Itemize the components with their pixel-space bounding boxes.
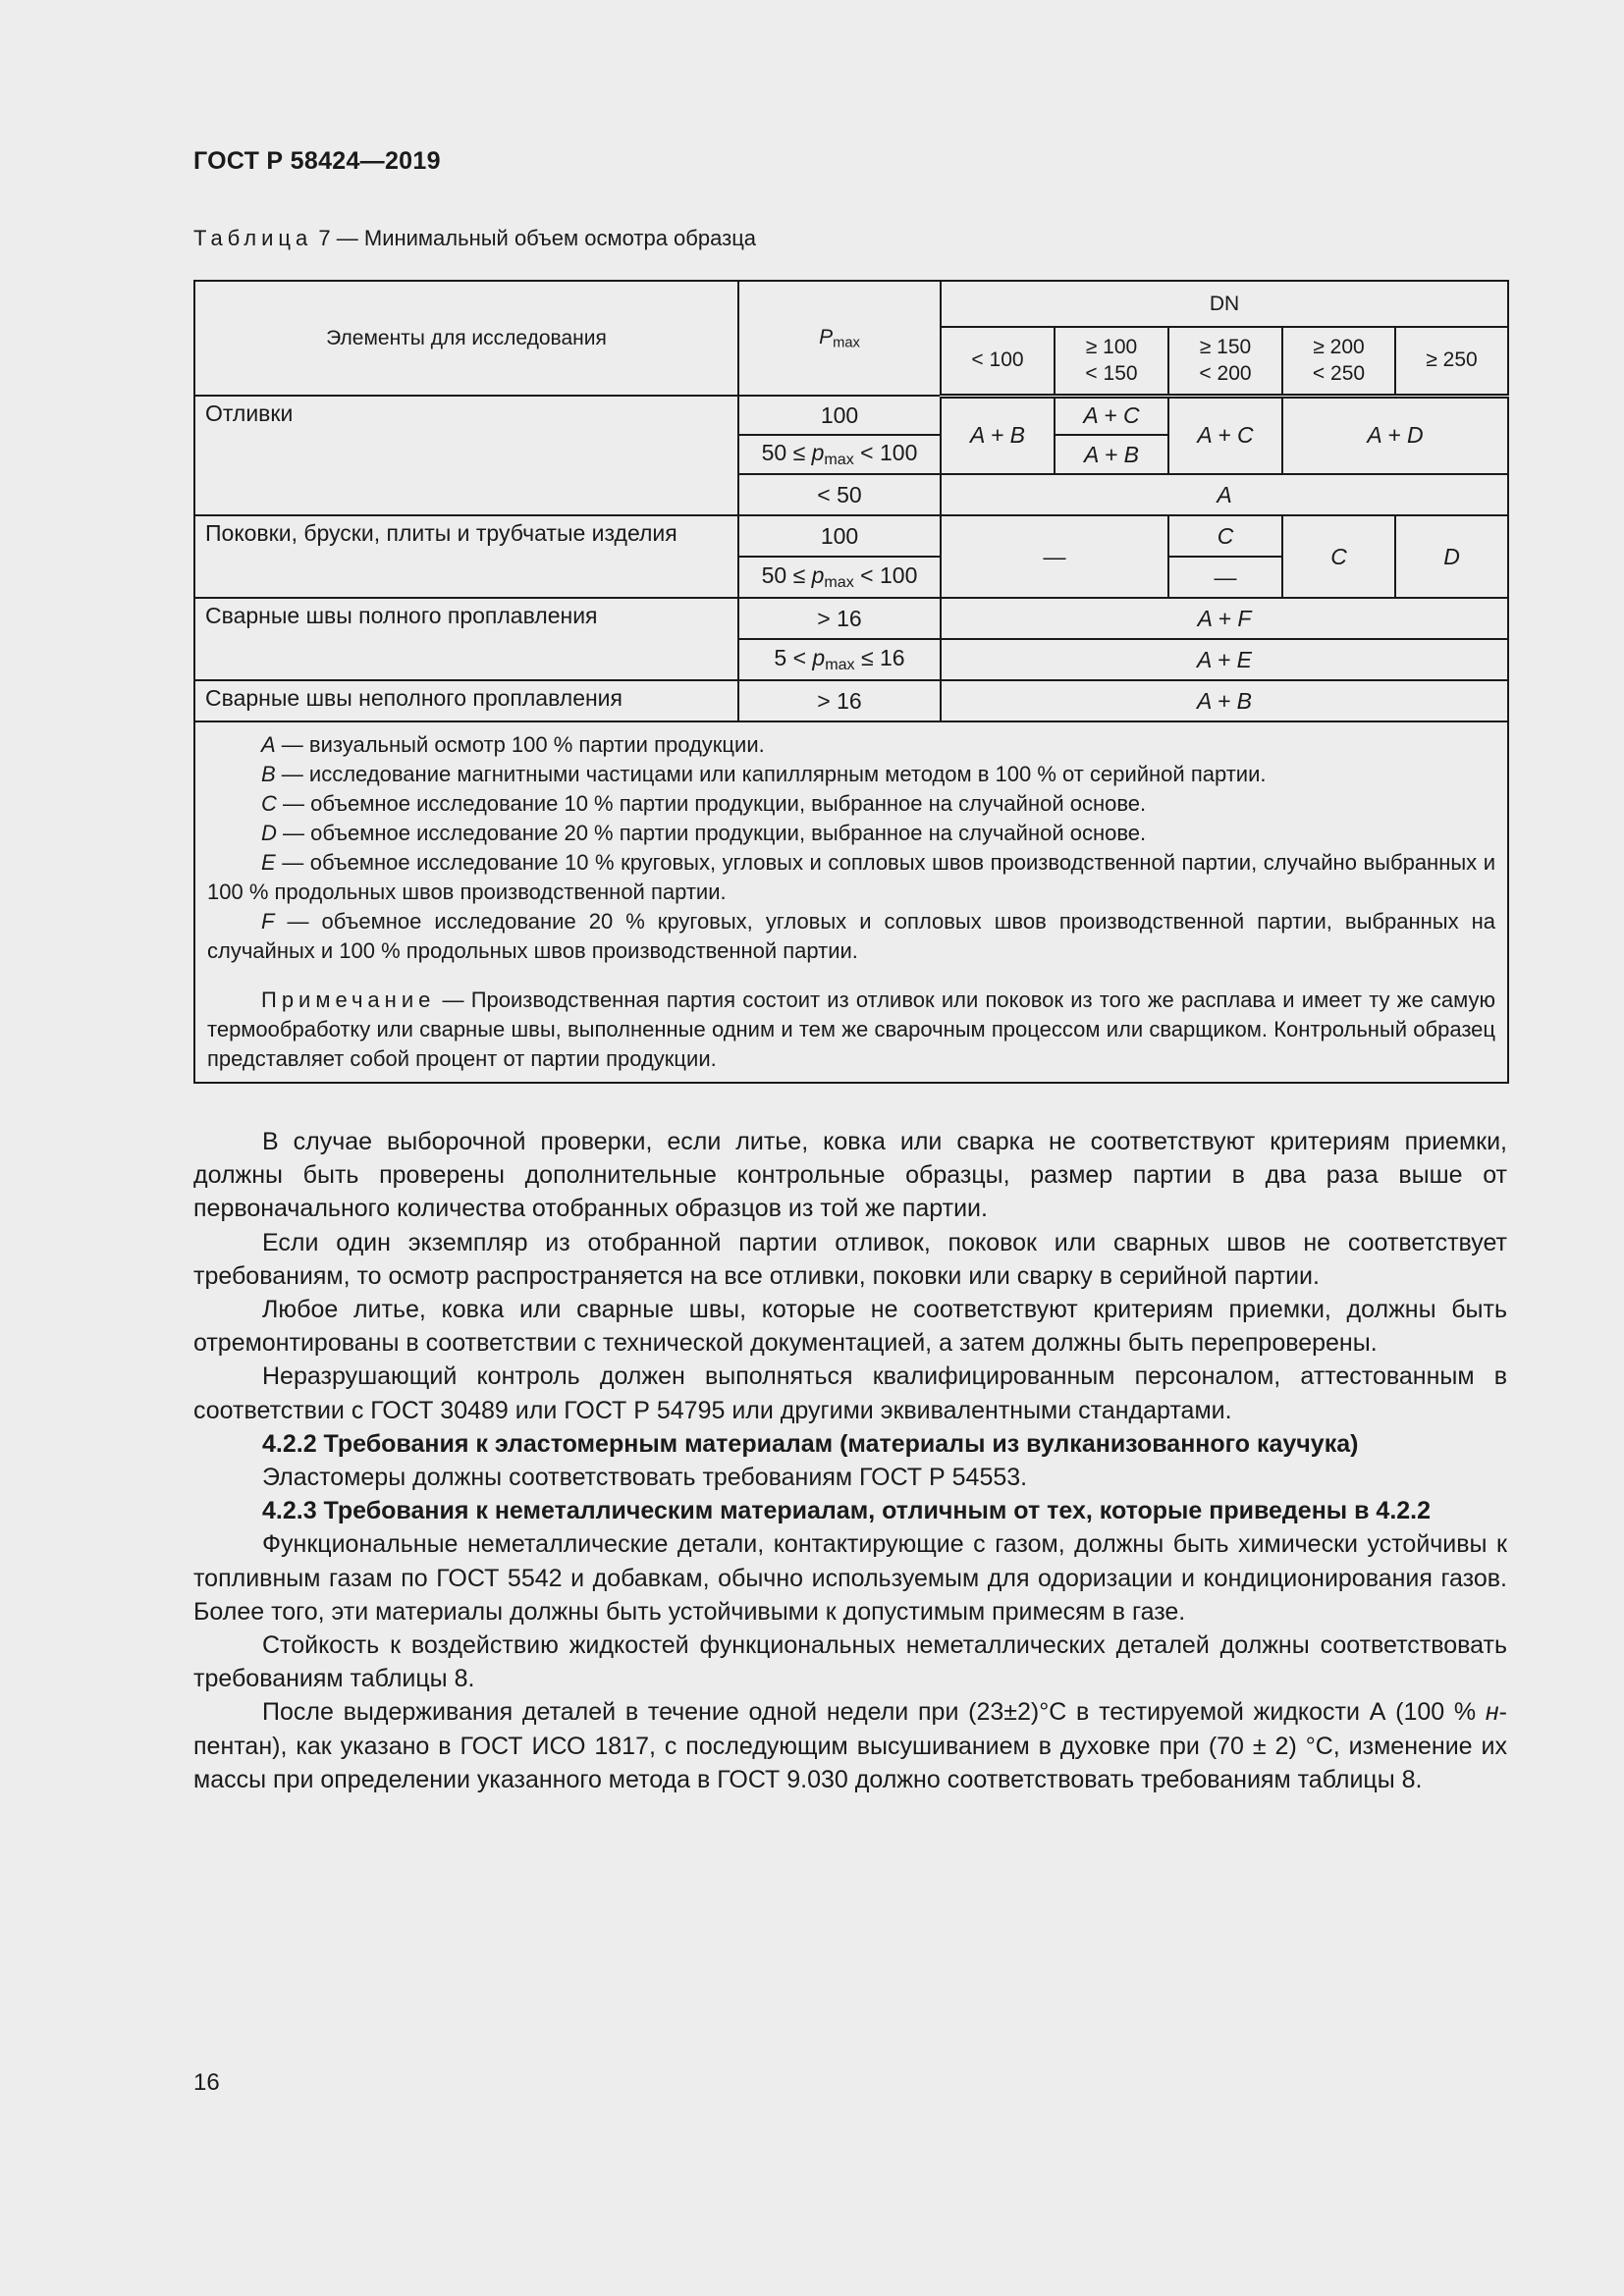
section-heading-4-2-3: 4.2.3 Требования к неметаллическим материалам, отличным от тех, которые приведены в 4.2.2 <box>262 1497 1432 1525</box>
paragraph: Любое литье, ковка или сварные швы, которые не соответствуют критериям приемки, должны быть отремонтированы в соответствии с технической документацией, а затем должны быть перепроверены. <box>193 1296 1507 1358</box>
castings-dn1: A + B <box>941 396 1055 474</box>
p-symbol: P <box>819 325 834 348</box>
p-range-sub: max <box>824 451 854 468</box>
p-range-var: p <box>811 439 825 465</box>
paragraph: Эластомеры должны соответствовать требованиям ГОСТ Р 54553. <box>262 1464 1028 1492</box>
paragraph: Стойкость к воздействию жидкостей функциональных неметаллических деталей должны соответствовать требованиям таблицы 8. <box>193 1631 1507 1693</box>
p-range-var: p <box>811 561 825 588</box>
p-subscript: max <box>833 335 860 351</box>
dn-col-2 <box>1055 327 1168 396</box>
paragraph: В случае выборочной проверки, если литье, ковка или сварка не соответствуют критериям приемки, должны быть проверены дополнительные контрольные образцы, размер партии в два раза выше от первоначального количества отобранных образцов из той же партии. <box>193 1128 1507 1223</box>
legend-a-key: A <box>261 732 276 757</box>
p-range-from: 50 ≤ <box>761 439 812 465</box>
dn-col-1: < 100 <box>941 327 1055 396</box>
header-dn: DN <box>941 281 1508 327</box>
table-caption <box>193 226 756 251</box>
row-full-weld-label: Сварные швы полного проплавления <box>194 598 738 680</box>
legend-e-text: — объемное исследование 10 % круговых, угловых и сопловых швов производственной партии, случайно выбранных и 100 % продольных швов производственной партии. <box>207 850 1495 904</box>
forgings-dn3-p100: C <box>1168 515 1282 557</box>
p-range2-sub: max <box>825 656 855 673</box>
forgings-p-range <box>738 557 941 598</box>
full-weld-p-range <box>738 639 941 680</box>
table-notes <box>194 721 1508 1083</box>
legend-c <box>207 789 1495 819</box>
p-range-from: 50 ≤ <box>761 561 812 588</box>
p-range-to: < 100 <box>853 439 918 465</box>
note-text: — Производственная партия состоит из отливок или поковок из того же расплава и имеет ту же самую термообработку или сварные швы, выполненные одним и тем же сварочным процессом или сварщиком. Контрольный образец представляет собой процент от партии продукции. <box>207 988 1495 1071</box>
legend-a <box>207 730 1495 760</box>
legend-e-key: E <box>261 850 276 875</box>
p-range-to: < 100 <box>853 561 918 588</box>
castings-dn4-5: A + D <box>1282 396 1508 474</box>
legend-f-text: — объемное исследование 20 % круговых, угловых и сопловых швов производственной партии, выбранных на случайных и 100 % продольных швов производственной партии. <box>207 909 1495 963</box>
legend-a-text: — визуальный осмотр 100 % партии продукции. <box>275 732 765 757</box>
partial-weld-p-gt16: > 16 <box>738 680 941 721</box>
table-caption-number: 7 <box>318 226 331 250</box>
table-caption-title: — Минимальный объем осмотра образца <box>330 226 757 250</box>
forgings-p-100: 100 <box>738 515 941 557</box>
dn-col-3 <box>1168 327 1282 396</box>
table-note <box>207 986 1495 1074</box>
row-partial-weld-label: Сварные швы неполного проплавления <box>194 680 738 721</box>
forgings-dn1-2: — <box>941 515 1168 598</box>
header-elements: Элементы для исследования <box>194 281 738 396</box>
p-range2-from: 5 < <box>774 644 813 670</box>
legend-d <box>207 819 1495 848</box>
paragraph: Неразрушающий контроль должен выполняться квалифицированным персоналом, аттестованным в соответствии с ГОСТ 30489 или ГОСТ Р 54795 или другими эквивалентными стандартами. <box>193 1362 1507 1424</box>
dn-col-4 <box>1282 327 1395 396</box>
inspection-table <box>193 280 1509 1084</box>
legend-f <box>207 907 1495 966</box>
paragraph <box>193 1695 1507 1796</box>
page-number: 16 <box>193 2069 220 2096</box>
paragraph-part: После выдерживания деталей в течение одной недели при (23±2)°С в тестируемой жидкости А (100 % <box>262 1698 1486 1727</box>
castings-p-range <box>738 435 941 474</box>
forgings-dn4: C <box>1282 515 1395 598</box>
legend-c-text: — объемное исследование 10 % партии продукции, выбранное на случайной основе. <box>276 791 1147 816</box>
legend-e <box>207 848 1495 907</box>
castings-dn2-p100: A + C <box>1055 396 1168 435</box>
partial-weld-all: A + B <box>941 680 1508 721</box>
paragraph: Функциональные неметаллические детали, контактирующие с газом, должны быть химически устойчивы к топливным газам по ГОСТ 5542 и добавкам, обычно используемым для одоризации и кондиционирования газов. Более того, эти материалы должны быть устойчивыми к допустимым примесям в газе. <box>193 1530 1507 1626</box>
paragraph-part: -пентан), как указано в ГОСТ ИСО 1817, с последующим высушиванием в духовке при (70 ± 2) °С, изменение их массы при определении указанного метода в ГОСТ 9.030 должно соответствовать требованиям таблицы 8. <box>193 1698 1507 1793</box>
castings-lt50-all: A <box>941 474 1508 515</box>
p-range2-to: ≤ 16 <box>854 644 905 670</box>
legend-d-text: — объемное исследование 20 % партии продукции, выбранное на случайной основе. <box>276 821 1147 845</box>
dn-col-2-from: ≥ 100 <box>1085 336 1138 359</box>
legend-b-key: B <box>261 762 276 786</box>
row-forgings-label: Поковки, бруски, плиты и трубчатые изделия <box>194 515 738 598</box>
full-weld-p-gt16: > 16 <box>738 598 941 639</box>
dn-col-5: ≥ 250 <box>1395 327 1508 396</box>
full-weld-gt16-all: A + F <box>941 598 1508 639</box>
row-castings-label: Отливки <box>194 396 738 515</box>
castings-p-lt50: < 50 <box>738 474 941 515</box>
forgings-dn3-prange: — <box>1168 557 1282 598</box>
castings-dn3: A + C <box>1168 396 1282 474</box>
castings-dn2-prange: A + B <box>1055 435 1168 474</box>
section-heading-4-2-2: 4.2.2 Требования к эластомерным материалам (материалы из вулканизованного каучука) <box>262 1429 1359 1458</box>
legend-f-key: F <box>261 909 275 934</box>
full-weld-range-all: A + E <box>941 639 1508 680</box>
body-text <box>193 1125 1507 1796</box>
table-caption-prefix: Таблица <box>193 226 313 250</box>
header-p-max <box>738 281 941 396</box>
paragraph-italic: н <box>1485 1698 1499 1727</box>
note-label: Примечание <box>261 988 436 1012</box>
legend-b <box>207 760 1495 789</box>
dn-col-2-to: < 150 <box>1085 362 1138 386</box>
legend-b-text: — исследование магнитными частицами или капиллярным методом в 100 % от серийной партии. <box>275 762 1267 786</box>
legend-c-key: C <box>261 791 277 816</box>
dn-col-4-to: < 250 <box>1312 362 1366 386</box>
p-range-sub: max <box>824 573 854 591</box>
notes-spacer <box>207 966 1495 986</box>
document-code: ГОСТ Р 58424—2019 <box>193 147 441 175</box>
forgings-dn5: D <box>1395 515 1508 598</box>
legend-d-key: D <box>261 821 277 845</box>
dn-col-3-to: < 200 <box>1199 362 1252 386</box>
dn-col-3-from: ≥ 150 <box>1199 336 1252 359</box>
paragraph: Если один экземпляр из отобранной партии отливок, поковок или сварных швов не соответствует требованиям, то осмотр распространяется на все отливки, поковки или сварку в серийной партии. <box>193 1228 1507 1290</box>
dn-col-4-from: ≥ 200 <box>1313 336 1365 359</box>
p-range2-var: p <box>812 644 826 670</box>
castings-p-100: 100 <box>738 396 941 435</box>
